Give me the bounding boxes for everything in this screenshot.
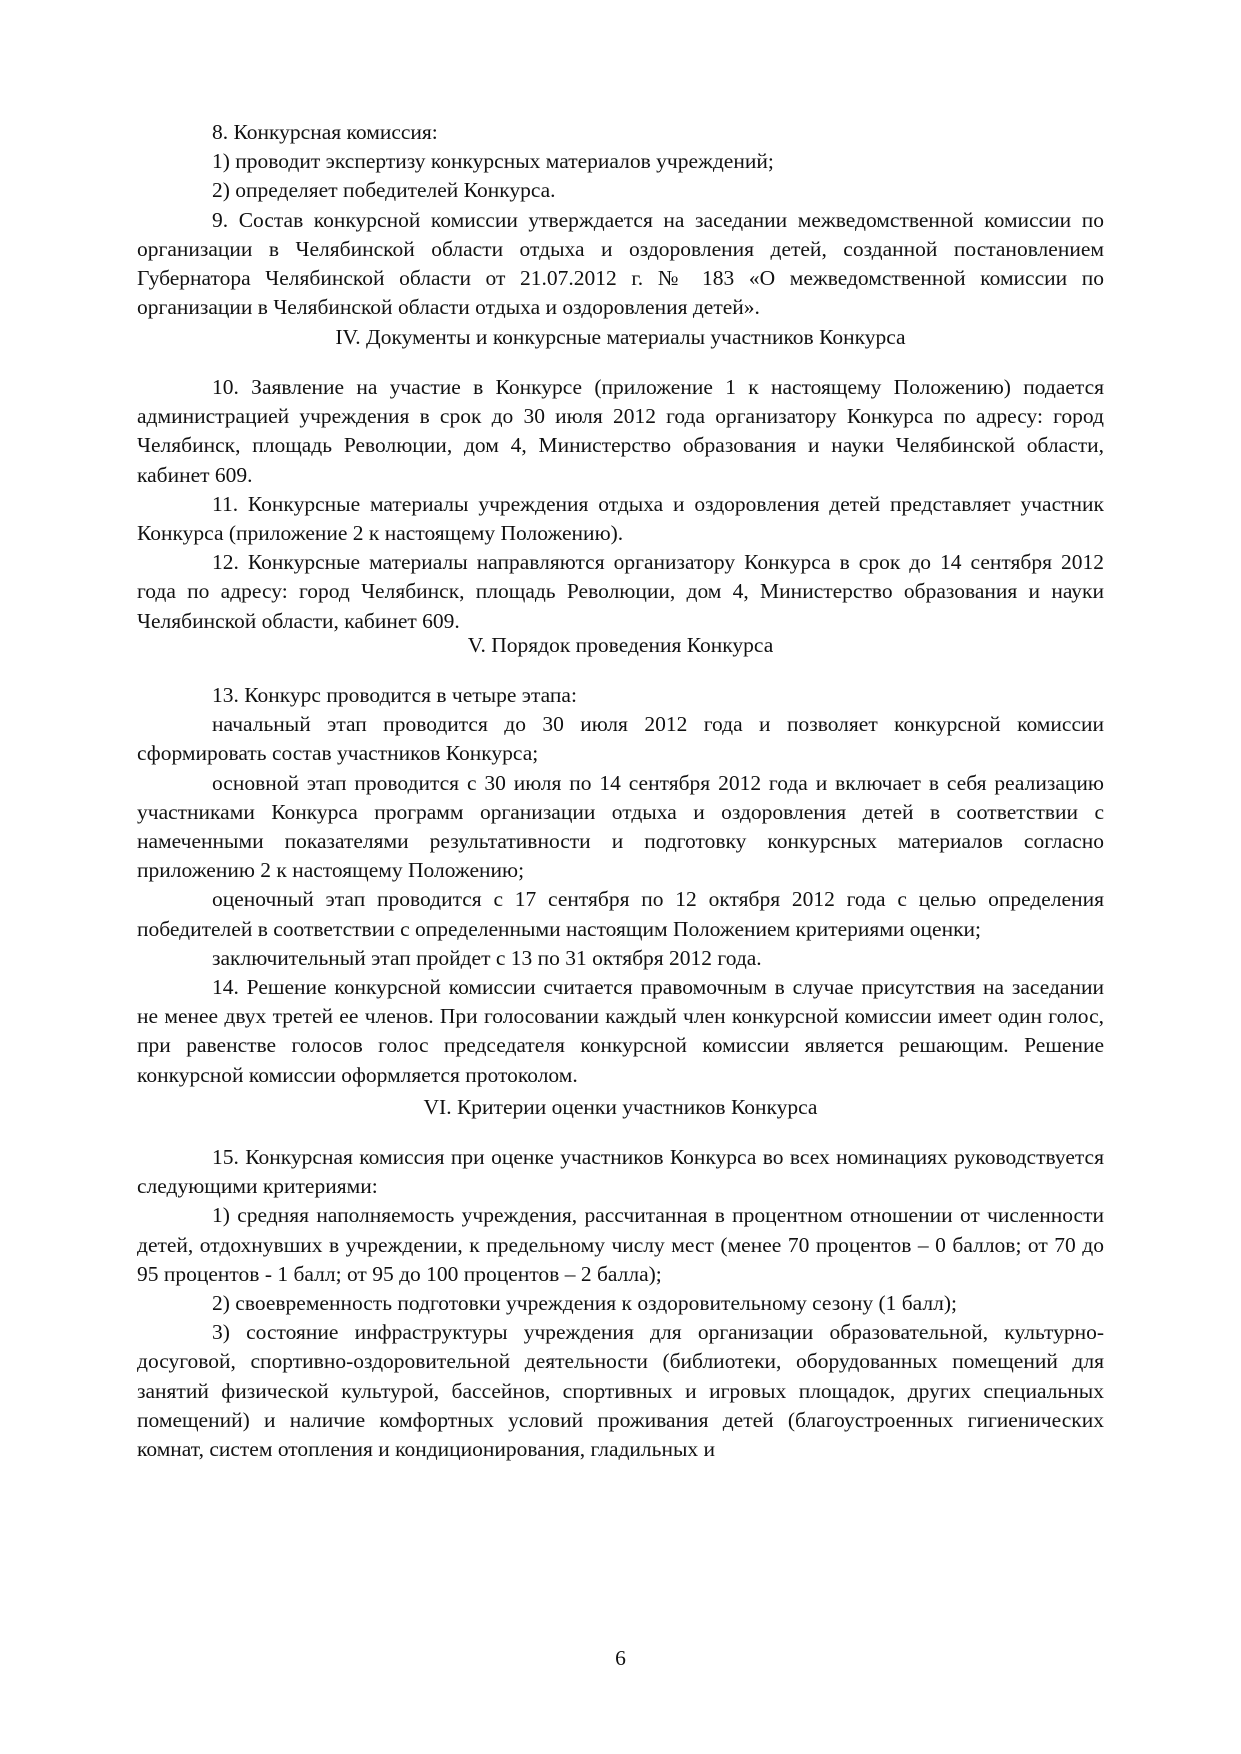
section-procedure bbox=[137, 681, 1104, 1090]
paragraph: 15. Конкурсная комиссия при оценке участников Конкурса во всех номинациях руководствуется следующими критериями: bbox=[137, 1145, 1104, 1199]
paragraph: 12. Конкурсные материалы направляются организатору Конкурса в срок до 14 сентября 2012 года по адресу: город Челябинск, площадь Революции, дом 4, Министерство образования и науки Челябинской области, кабинет 609. bbox=[137, 550, 1104, 633]
page-number: 6 bbox=[615, 1646, 626, 1670]
section-commission bbox=[137, 118, 1104, 322]
paragraph: оценочный этап проводится с 17 сентября по 12 октября 2012 года с целью определения победителей в соответствии с определенными настоящим Положением критериями оценки; bbox=[137, 887, 1104, 941]
section-heading: IV. Документы и конкурсные материалы участников Конкурса bbox=[335, 325, 906, 349]
paragraph: 8. Конкурсная комиссия: bbox=[212, 120, 438, 144]
heading-section-vi bbox=[137, 1093, 1104, 1122]
paragraph: 10. Заявление на участие в Конкурсе (приложение 1 к настоящему Положению) подается администрацией учреждения в срок до 30 июля 2012 года организатору Конкурса по адресу: город Челябинск, площадь Революции, дом 4, Министерство образования и науки Челябинской области, кабинет 609. bbox=[137, 375, 1104, 487]
paragraph: 3) состояние инфраструктуры учреждения для организации образовательной, культурно-досуговой, спортивно-оздоровительной деятельности (библиотеки, оборудованных помещений для занятий физической культурой, бассейнов, спортивных и игровых площадок, других специальных помещений) и наличие комфортных условий проживания детей (благоустроенных гигиенических комнат, систем отопления и кондиционирования, гладильных и bbox=[137, 1320, 1104, 1462]
paragraph: 11. Конкурсные материалы учреждения отдыха и оздоровления детей представляет участник Конкурса (приложение 2 к настоящему Положению). bbox=[137, 491, 1104, 546]
paragraph: начальный этап проводится до 30 июля 2012 года и позволяет конкурсной комиссии сформировать состав участников Конкурса; bbox=[137, 712, 1104, 766]
section-heading: VI. Критерии оценки участников Конкурса bbox=[423, 1095, 818, 1119]
paragraph: 14. Решение конкурсной комиссии считается правомочным в случае присутствия на заседании не менее двух третей ее членов. При голосовании каждый член конкурсной комиссии имеет один голос, при равенстве голосов голос председателя конкурсной комиссии является решающим. Решение конкурсной комиссии оформляется протоколом. bbox=[137, 975, 1104, 1087]
paragraph: 13. Конкурс проводится в четыре этапа: bbox=[212, 683, 577, 707]
paragraph: 9. Состав конкурсной комиссии утверждается на заседании межведомственной комиссии по организации в Челябинской области отдыха и оздоровления детей, созданной постановлением Губернатора Челябинской области от 21.07.2012 г. № 183 «О межведомственной комиссии по организации в Челябинской области отдыха и оздоровления детей». bbox=[137, 207, 1104, 320]
section-heading: V. Порядок проведения Конкурса bbox=[467, 633, 774, 657]
paragraph: 1) средняя наполняемость учреждения, рассчитанная в процентном отношении от численности детей, отдохнувших в учреждении, к предельному числу мест (менее 70 процентов – 0 баллов; от 70 до 95 процентов - 1 балл; от 95 до 100 процентов – 2 балла); bbox=[137, 1203, 1104, 1286]
paragraph: 2) определяет победителей Конкурса. bbox=[212, 178, 556, 203]
paragraph: заключительный этап пройдет с 13 по 31 октября 2012 года. bbox=[212, 945, 762, 970]
paragraph: 1) проводит экспертизу конкурсных материалов учреждений; bbox=[212, 149, 774, 174]
heading-section-iv bbox=[137, 323, 1104, 352]
heading-section-v bbox=[137, 631, 1104, 660]
paragraph: основной этап проводится с 30 июля по 14 сентября 2012 года и включает в себя реализацию участниками Конкурса программ организации отдыха и оздоровления детей в соответствии с намеченными показателями результативности и подготовку конкурсных материалов согласно приложению 2 к настоящему Положению; bbox=[137, 770, 1104, 883]
section-documents bbox=[137, 373, 1104, 636]
section-criteria bbox=[137, 1143, 1104, 1464]
paragraph: 2) своевременность подготовки учреждения к оздоровительному сезону (1 балл); bbox=[212, 1291, 958, 1316]
